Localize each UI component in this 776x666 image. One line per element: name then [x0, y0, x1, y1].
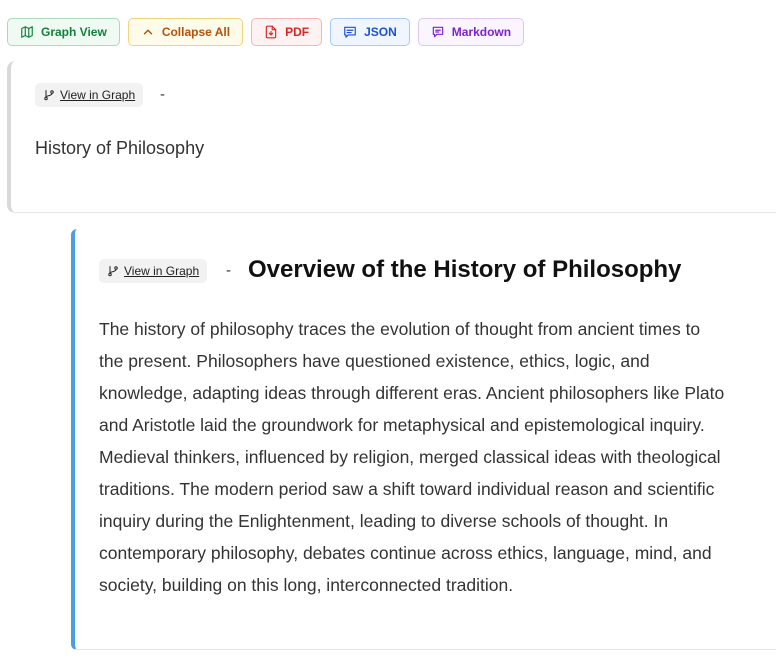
separator: -: [226, 262, 231, 279]
view-in-graph-label: View in Graph: [60, 88, 136, 102]
markdown-button[interactable]: [418, 18, 524, 46]
git-branch-icon: [43, 89, 55, 101]
collapse-all-label: Collapse All: [161, 25, 231, 39]
json-button[interactable]: [330, 18, 410, 46]
message-square-icon: [343, 25, 357, 39]
toolbar: [7, 18, 524, 46]
node-body-text: The history of philosophy traces the evolution of thought from ancient times to the present. Philosophers have questioned existence, ethics, logic, and knowledge, adapting ideas through different eras. Ancient philosophers like Plato and Aristotle laid the groundwork for metaphysical and epistemological inquiry. Medieval thinkers, influenced by religion, merged classical ideas with theological traditions. The modern period saw a shift toward individual reason and scientific inquiry during the Enlightenment, leading to diverse schools of thought. In contemporary philosophy, debates continue across ethics, language, mind, and society, building on this long, interconnected tradition.: [99, 319, 725, 595]
view-in-graph-label: View in Graph: [124, 264, 200, 278]
message-icon: [431, 25, 445, 39]
child-node-card: [71, 229, 776, 650]
git-branch-icon: [107, 265, 119, 277]
collapse-all-button[interactable]: [128, 18, 243, 46]
graph-view-button[interactable]: [7, 18, 120, 46]
json-label: JSON: [364, 25, 397, 39]
map-icon: [20, 25, 34, 39]
chevron-up-icon: [141, 25, 155, 39]
view-in-graph-button[interactable]: [99, 259, 207, 283]
node-title: History of Philosophy: [35, 138, 205, 158]
file-download-icon: [264, 25, 278, 39]
pdf-label: PDF: [285, 25, 310, 39]
markdown-label: Markdown: [451, 25, 512, 39]
pdf-button[interactable]: [251, 18, 322, 46]
root-node-card: [7, 61, 776, 213]
view-in-graph-button[interactable]: [35, 83, 143, 107]
node-heading: Overview of the History of Philosophy: [248, 256, 682, 283]
graph-view-label: Graph View: [41, 25, 107, 39]
separator: -: [160, 86, 165, 103]
